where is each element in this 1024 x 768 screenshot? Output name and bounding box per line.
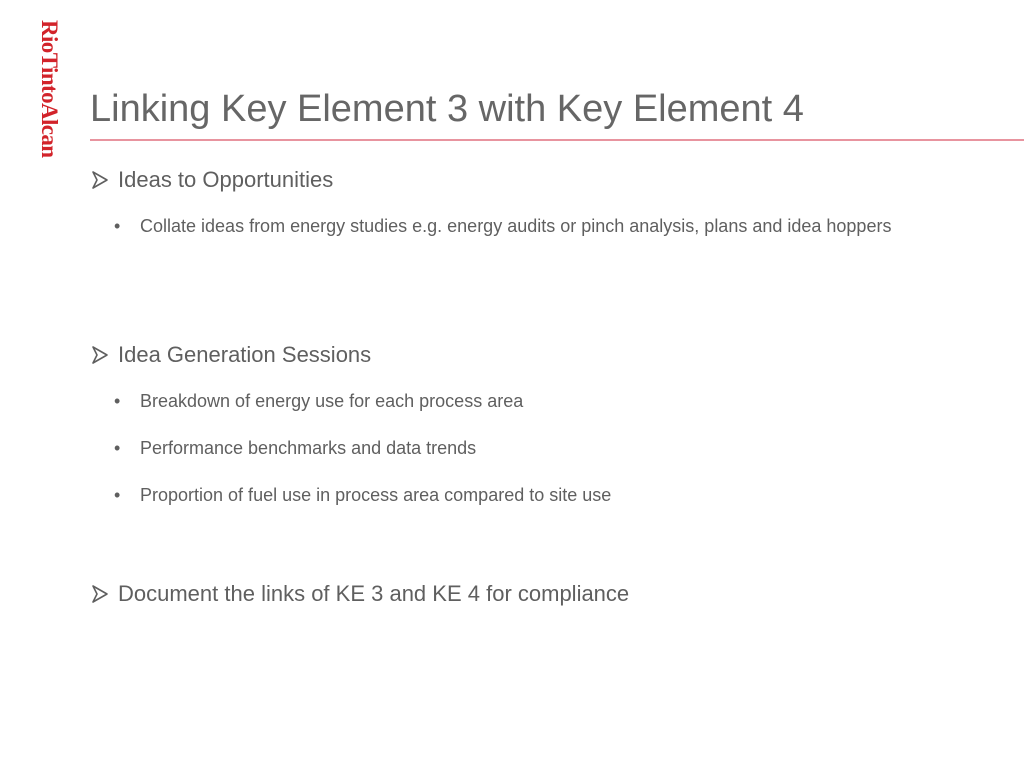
section-heading-text: Ideas to Opportunities (118, 167, 334, 192)
slide-title: Linking Key Element 3 with Key Element 4 (90, 88, 804, 130)
bullet-dot: • (114, 391, 121, 411)
title-divider (90, 139, 1024, 141)
bullet-list (92, 386, 932, 510)
bullet-dot: • (114, 438, 121, 458)
bullet-list (92, 211, 932, 241)
bullet-item (92, 211, 932, 241)
arrow-bullet-icon (92, 346, 108, 364)
bullet-text: Performance benchmarks and data trends (140, 438, 477, 458)
section-heading (92, 580, 932, 608)
rio-tinto-alcan-logo (14, 18, 62, 200)
section-heading-text: Document the links of KE 3 and KE 4 for compliance (118, 581, 630, 606)
bullet-dot: • (114, 216, 121, 236)
logo-graphic (14, 18, 62, 200)
bullet-item (92, 480, 932, 510)
section-idea-generation-sessions (92, 341, 932, 510)
bullet-dot: • (114, 485, 121, 505)
section-document-links (92, 580, 932, 608)
section-heading-text: Idea Generation Sessions (118, 342, 372, 367)
arrow-bullet-icon (92, 585, 108, 603)
bullet-text: Collate ideas from energy studies e.g. energy audits or pinch analysis, plans and idea hoppers (140, 216, 892, 236)
section-ideas-to-opportunities (92, 166, 932, 241)
section-heading (92, 166, 932, 194)
svg-text:RioTintoAlcan: RioTintoAlcan (37, 20, 62, 158)
arrow-bullet-icon (92, 171, 108, 189)
section-heading (92, 341, 932, 369)
bullet-item (92, 386, 932, 416)
bullet-text: Proportion of fuel use in process area compared to site use (140, 485, 612, 505)
bullet-text: Breakdown of energy use for each process area (140, 391, 524, 411)
bullet-item (92, 433, 932, 463)
